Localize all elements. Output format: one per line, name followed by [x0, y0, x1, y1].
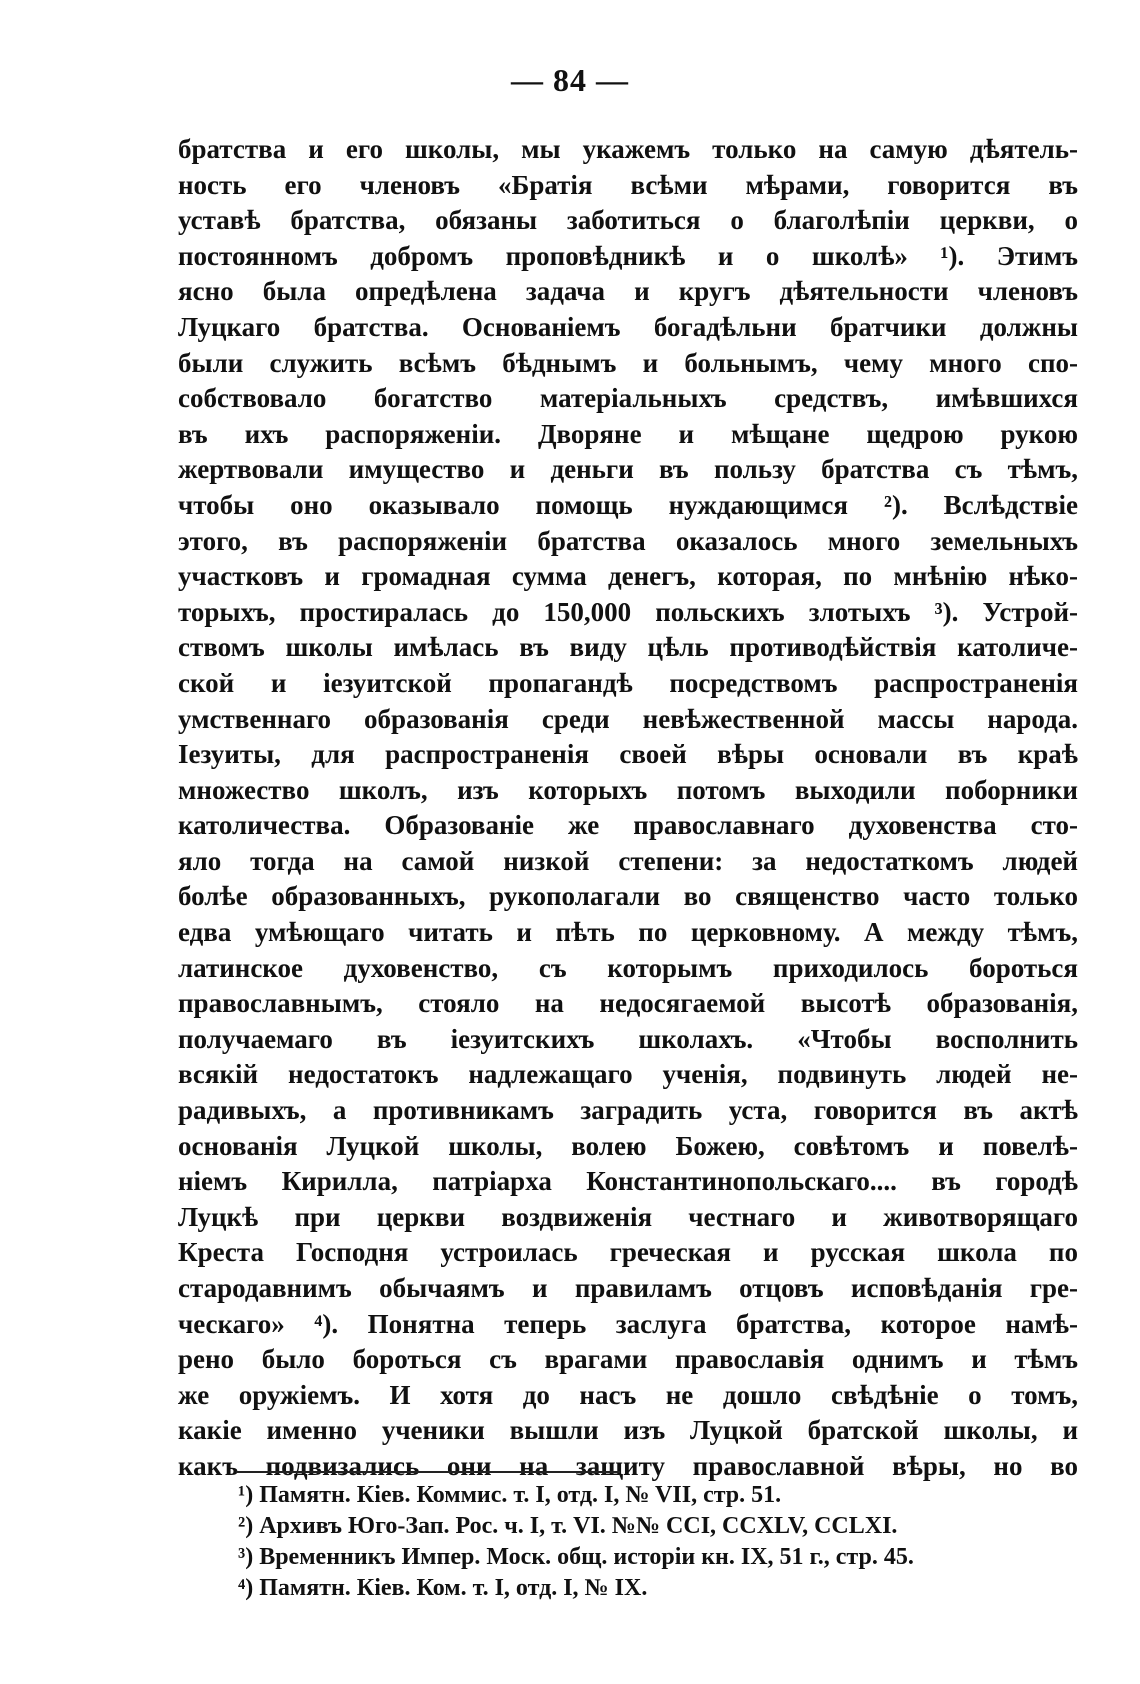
text-line: множество школъ, изъ которыхъ потомъ выходили поборники — [178, 774, 1078, 805]
text-line: собствовало богатство матеріальныхъ средствъ, имѣвшихся — [178, 383, 1078, 414]
text-line: Креста Господня устроилась греческая и русская школа по — [178, 1237, 1078, 1268]
text-line: этого, въ распоряженіи братства оказалось много земельныхъ — [178, 525, 1078, 556]
footnote — [238, 1511, 1068, 1542]
text-line: ніемъ Кирилла, патріарха Константинопольскаго.... въ городѣ — [178, 1166, 1078, 1197]
text-line: православнымъ, стояло на недосягаемой высотѣ образованія, — [178, 988, 1078, 1019]
text-line: Іезуиты, для распространенія своей вѣры основали въ краѣ — [178, 739, 1078, 770]
text-line: торыхъ, простиралась до 150,000 польскихъ злотыхъ ³). Устрой- — [178, 596, 1078, 627]
text-line: ясно была опредѣлена задача и кругъ дѣятельности членовъ — [178, 276, 1078, 307]
text-line: ческаго» ⁴). Понятна теперь заслуга братства, которое намѣ- — [178, 1308, 1078, 1339]
page-number: — 84 — — [511, 62, 629, 98]
text-line: радивыхъ, а противникамъ заградить уста, говорится въ актѣ — [178, 1095, 1078, 1126]
text-line: Луцкѣ при церкви воздвиженія честнаго и животворящаго — [178, 1201, 1078, 1232]
footnote-text: Архивъ Юго-Зап. Рос. ч. I, т. VI. №№ CCI, CCXLV, CCLXI. — [259, 1513, 898, 1539]
text-line: едва умѣющаго читать и пѣть по церковному. А между тѣмъ, — [178, 917, 1078, 948]
text-line: умственнаго образованія среди невѣжественной массы народа. — [178, 703, 1078, 734]
footnote — [238, 1573, 1068, 1604]
text-line: какъ подвизались они на защиту православной вѣры, но во — [178, 1450, 1078, 1481]
text-line: Луцкаго братства. Основаніемъ богадѣльни братчики должны — [178, 311, 1078, 342]
footnote-text: Памятн. Кіев. Ком. т. I, отд. I, № IX. — [259, 1575, 648, 1601]
text-line: ствомъ школы имѣлась въ виду цѣль противодѣйствія католиче- — [178, 632, 1078, 663]
text-line: яло тогда на самой низкой степени: за недостаткомъ людей — [178, 845, 1078, 876]
text-line: ность его членовъ «Братія всѣми мѣрами, говорится въ — [178, 169, 1078, 200]
footnote-mark: ²) — [238, 1513, 254, 1539]
text-line: получаемаго въ іезуитскихъ школахъ. «Чтобы восполнить — [178, 1023, 1078, 1054]
text-line: стародавнимъ обычаямъ и правиламъ отцовъ исповѣданія гре- — [178, 1273, 1078, 1303]
footnote-mark: ³) — [238, 1544, 254, 1570]
body-text — [178, 132, 1078, 1485]
text-line: латинское духовенство, съ которымъ приходилось бороться — [178, 952, 1078, 983]
footnote — [238, 1480, 1068, 1511]
text-line: въ ихъ распоряженіи. Дворяне и мѣщане щедрою рукою — [178, 418, 1078, 449]
text-line: участковъ и громадная сумма денегъ, которая, по мнѣнію нѣко- — [178, 561, 1078, 592]
text-line: жертвовали имущество и деньги въ пользу братства съ тѣмъ, — [178, 454, 1078, 485]
footnote-text: Временникъ Импер. Моск. общ. исторіи кн. IX, 51 г., стр. 45. — [259, 1544, 914, 1570]
text-line: католичества. Образованіе же православнаго духовенства сто- — [178, 810, 1078, 841]
text-line: чтобы оно оказывало помощь нуждающимся ²). Вслѣдствіе — [178, 489, 1078, 520]
text-line: ской и іезуитской пропагандѣ посредствомъ распространенія — [178, 667, 1078, 698]
footnote-divider — [236, 1471, 620, 1473]
text-line: какіе именно ученики вышли изъ Луцкой братской школы, и — [178, 1415, 1078, 1446]
text-line: были служить всѣмъ бѣднымъ и больнымъ, чему много спо- — [178, 347, 1078, 378]
text-line: всякій недостатокъ надлежащаго ученія, подвинуть людей не- — [178, 1059, 1078, 1090]
footnotes — [238, 1480, 1068, 1604]
footnote-mark: ⁴) — [238, 1575, 254, 1601]
text-line: болѣе образованныхъ, рукополагали во священство часто только — [178, 881, 1078, 912]
text-line: основанія Луцкой школы, волею Божею, совѣтомъ и повелѣ- — [178, 1130, 1078, 1161]
footnote-text: Памятн. Кіев. Коммис. т. I, отд. I, № VII, стр. 51. — [259, 1482, 782, 1508]
text-line: же оружіемъ. И хотя до насъ не дошло свѣдѣніе о томъ, — [178, 1379, 1078, 1410]
text-line: постоянномъ добромъ проповѣдникѣ и о школѣ» ¹). Этимъ — [178, 240, 1078, 271]
footnote — [238, 1542, 1068, 1573]
text-line: рено было бороться съ врагами православія однимъ и тѣмъ — [178, 1344, 1078, 1375]
footnote-mark: ¹) — [238, 1482, 254, 1508]
text-line: братства и его школы, мы укажемъ только на самую дѣятель- — [178, 134, 1078, 164]
text-line: уставѣ братства, обязаны заботиться о благолѣпіи церкви, о — [178, 205, 1078, 236]
